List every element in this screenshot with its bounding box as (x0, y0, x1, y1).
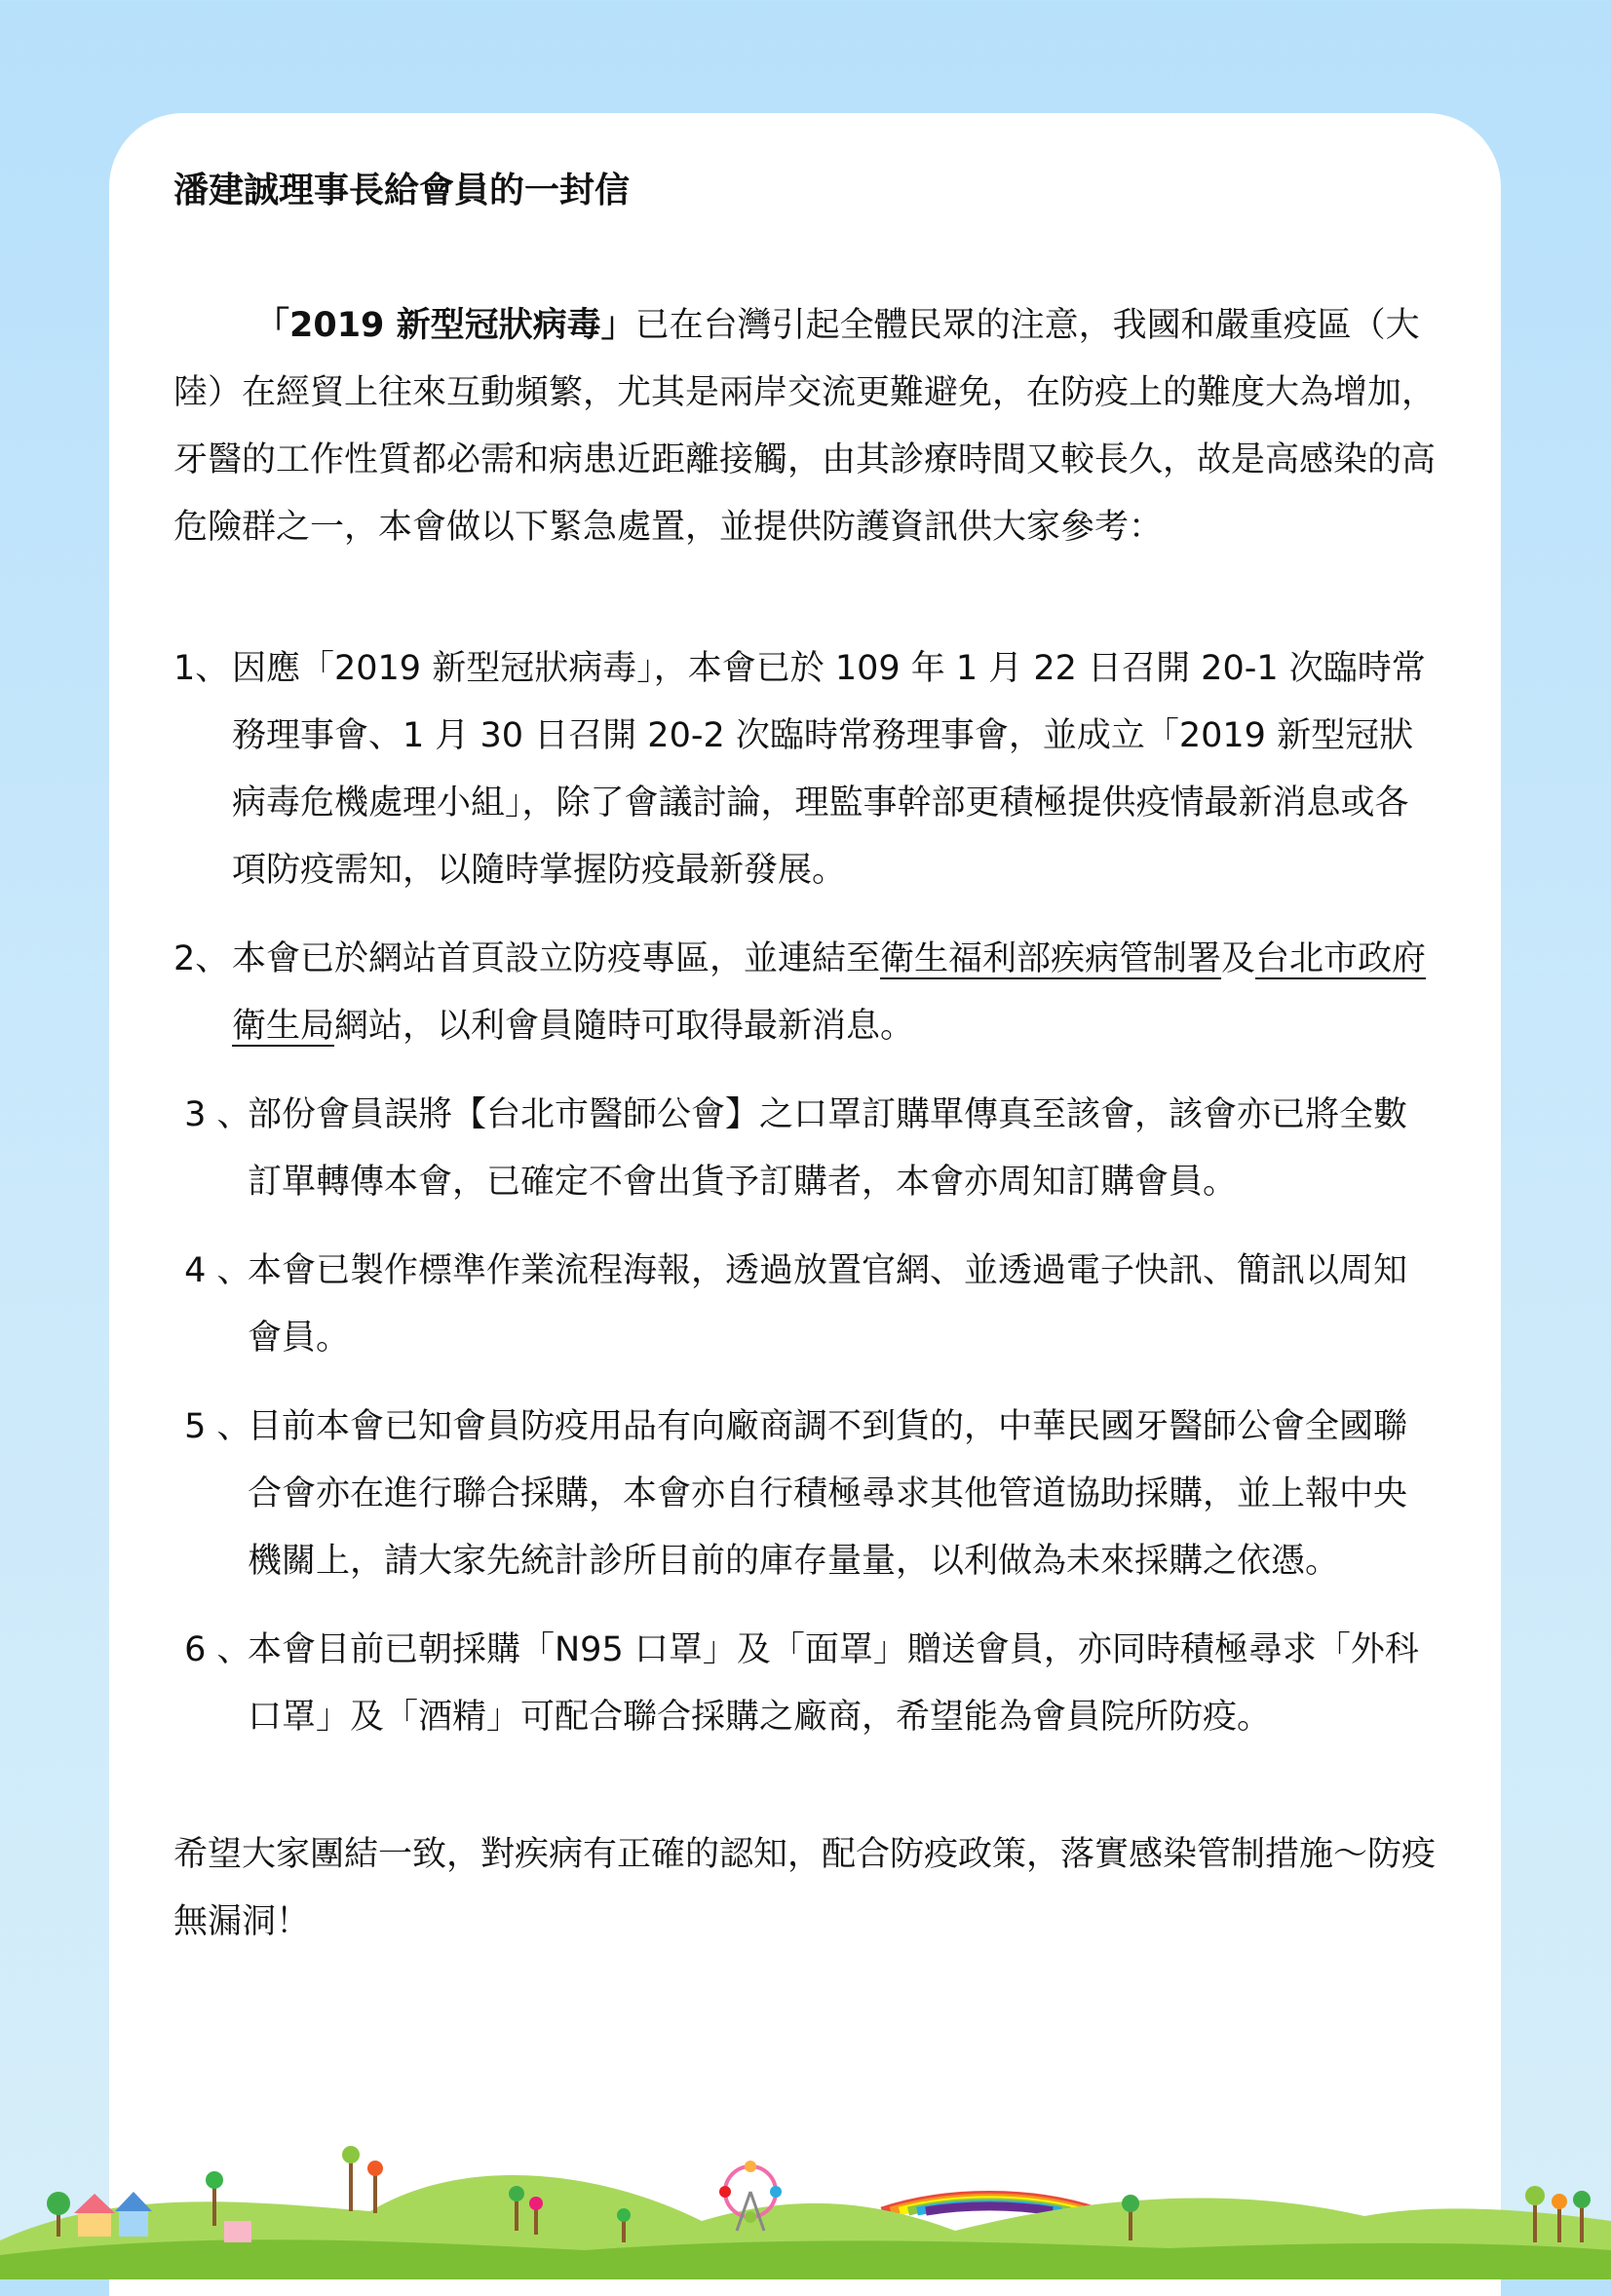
item-text-part: 本會已於網站首頁設立防疫專區，並連結至 (232, 939, 881, 978)
list-item (173, 635, 1440, 904)
list-item (173, 1082, 1440, 1216)
list-item (173, 926, 1440, 1060)
item-number: 2、 (173, 939, 230, 978)
list-item (173, 1617, 1440, 1751)
letter-content (173, 166, 1440, 1956)
item-text: 部份會員誤將【台北市醫師公會】之口罩訂購單傳真至該會，該會亦已將全數訂單轉傳本會，已確定不會出貨予訂購者，本會亦周知訂購會員。 (248, 1095, 1408, 1202)
taipei-health-link[interactable]: 台北市政府衛生局 (232, 939, 1427, 1046)
item-text: 本會已製作標準作業流程海報，透過放置官網、並透過電子快訊、簡訊以周知會員。 (248, 1251, 1408, 1358)
item-number: 1、 (173, 649, 230, 688)
list-item (173, 1394, 1440, 1595)
item-text-part: 及 (1221, 939, 1256, 978)
item-number: 4 、 (173, 1251, 251, 1290)
closing-paragraph: 希望大家團結一致，對疾病有正確的認知，配合防疫政策，落實感染管制措施～防疫無漏洞！ (173, 1835, 1437, 1941)
item-number: 3 、 (173, 1095, 251, 1134)
intro-virus-name: 「2019 新型冠狀病毒」 (255, 306, 635, 345)
item-text: 目前本會已知會員防疫用品有向廠商調不到貨的，中華民國牙醫師公會全國聯合會亦在進行聯合採購，本會亦自行積極尋求其他管道協助採購，並上報中央機關上，請大家先統計診所目前的庫存量量，以利做為未來採購之依憑。 (248, 1407, 1408, 1581)
measures-list (173, 635, 1440, 1751)
item-text (232, 926, 1440, 1060)
item-text-part: 網站，以利會員隨時可取得最新消息。 (334, 1007, 915, 1046)
intro-text: 已在台灣引起全體民眾的注意，我國和嚴重疫區（大陸）在經貿上往來互動頻繁，尤其是兩岸交流更難避免，在防疫上的難度大為增加，牙醫的工作性質都必需和病患近距離接觸，由其診療時間又較長久，故是高感染的高危險群之一，本會做以下緊急處置，並提供防護資訊供大家參考： (173, 306, 1437, 547)
letter-title: 潘建誠理事長給會員的一封信 (173, 171, 631, 210)
cdc-link[interactable]: 衛生福利部疾病管制署 (880, 939, 1222, 978)
item-number: 5 、 (173, 1407, 251, 1446)
item-number: 6 、 (173, 1630, 251, 1669)
item-text: 因應「2019 新型冠狀病毒」，本會已於 109 年 1 月 22 日召開 20-1 次臨時常務理事會、1 月 30 日召開 20-2 次臨時常務理事會，並成立「2019 新型冠狀病毒危機處理小組」，除了會議討論，理監事幹部更積極提供疫情最新消息或各項防疫需知，以隨時掌握防疫最新發展。 (232, 649, 1426, 890)
landscape-illustration (0, 2094, 1611, 2279)
list-item (173, 1238, 1440, 1372)
item-text: 本會目前已朝採購「N95 口罩」及「面罩」贈送會員，亦同時積極尋求「外科口罩」及「酒精」可配合聯合採購之廠商，希望能為會員院所防疫。 (248, 1630, 1419, 1737)
intro-paragraph (173, 292, 1440, 561)
